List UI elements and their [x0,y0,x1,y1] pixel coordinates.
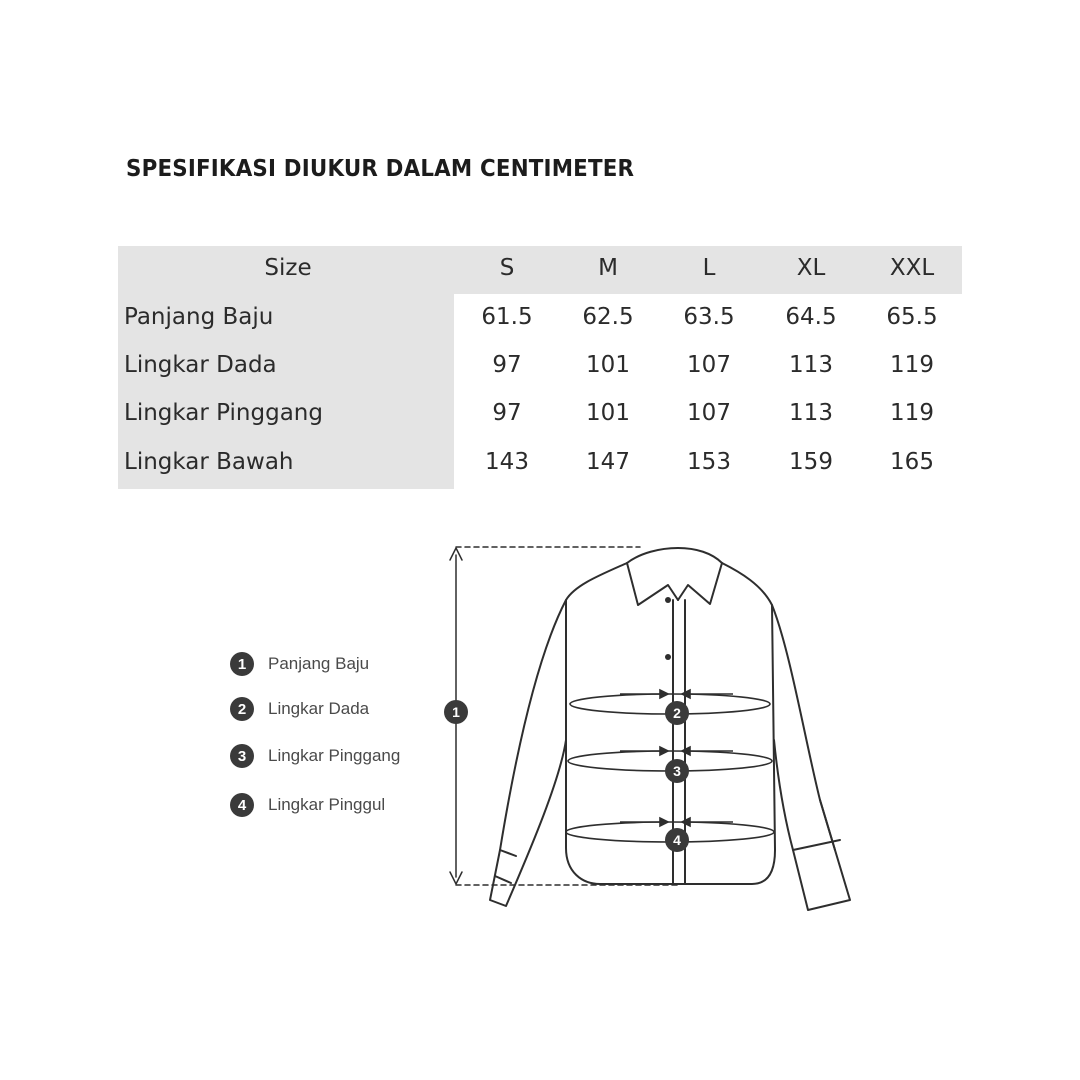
table-cell: 62.5 [582,304,634,330]
table-cell: 119 [890,352,934,378]
marker-4-group [665,828,689,852]
table-cell: 159 [789,449,833,475]
table-header-size-label: Size [264,255,312,281]
table-cell: 61.5 [481,304,533,330]
marker-3-group [665,759,689,783]
table-cell: 143 [485,449,529,475]
table-header-m: M [598,255,618,281]
marker-1-text: 1 [452,704,460,720]
table-cell: 119 [890,400,934,426]
table-cell: 101 [586,400,630,426]
marker-1-group [444,700,468,724]
marker-2-text: 2 [673,705,681,721]
legend-label: Lingkar Dada [268,699,370,718]
shirt-left-sleeve [490,600,566,906]
shirt-right-sleeve [772,605,850,910]
legend-label: Lingkar Pinggul [268,795,386,814]
table-cell: 64.5 [785,304,837,330]
table-cell: 153 [687,449,731,475]
row-label-lingkar-pinggang: Lingkar Pinggang [124,400,323,426]
marker-3-text: 3 [673,763,681,779]
number-badge: 1 [230,652,254,676]
legend-label: Lingkar Pinggang [268,746,401,765]
collar-right [678,563,722,604]
number-badge: 2 [230,697,254,721]
row-label-lingkar-bawah: Lingkar Bawah [124,449,294,475]
number-badge: 4 [230,793,254,817]
marker-2-group [665,701,689,725]
table-cell: 147 [586,449,630,475]
number-badge: 3 [230,744,254,768]
table-header-s: S [499,255,515,281]
shirt-button [665,597,671,603]
collar-back [627,548,722,563]
page-title: SPESIFIKASI DIUKUR DALAM CENTIMETER [126,156,635,182]
table-cell: 97 [492,352,522,378]
table-header-l: L [702,255,716,281]
shirt-button [665,654,671,660]
table-cell: 113 [789,400,833,426]
table-cell: 101 [586,352,630,378]
marker-4-text: 4 [673,832,681,848]
table-cell: 165 [890,449,934,475]
legend-label: Panjang Baju [268,654,370,673]
table-cell: 65.5 [886,304,938,330]
row-label-panjang-baju: Panjang Baju [124,304,274,330]
table-cell: 63.5 [683,304,735,330]
right-cuff-lines [793,800,840,850]
row-label-lingkar-dada: Lingkar Dada [124,352,277,378]
table-cell: 107 [687,400,731,426]
table-header-xxl: XXL [889,255,935,281]
table-cell: 97 [492,400,522,426]
table-cell: 113 [789,352,833,378]
table-cell: 107 [687,352,731,378]
table-header-xl: XL [796,255,826,281]
